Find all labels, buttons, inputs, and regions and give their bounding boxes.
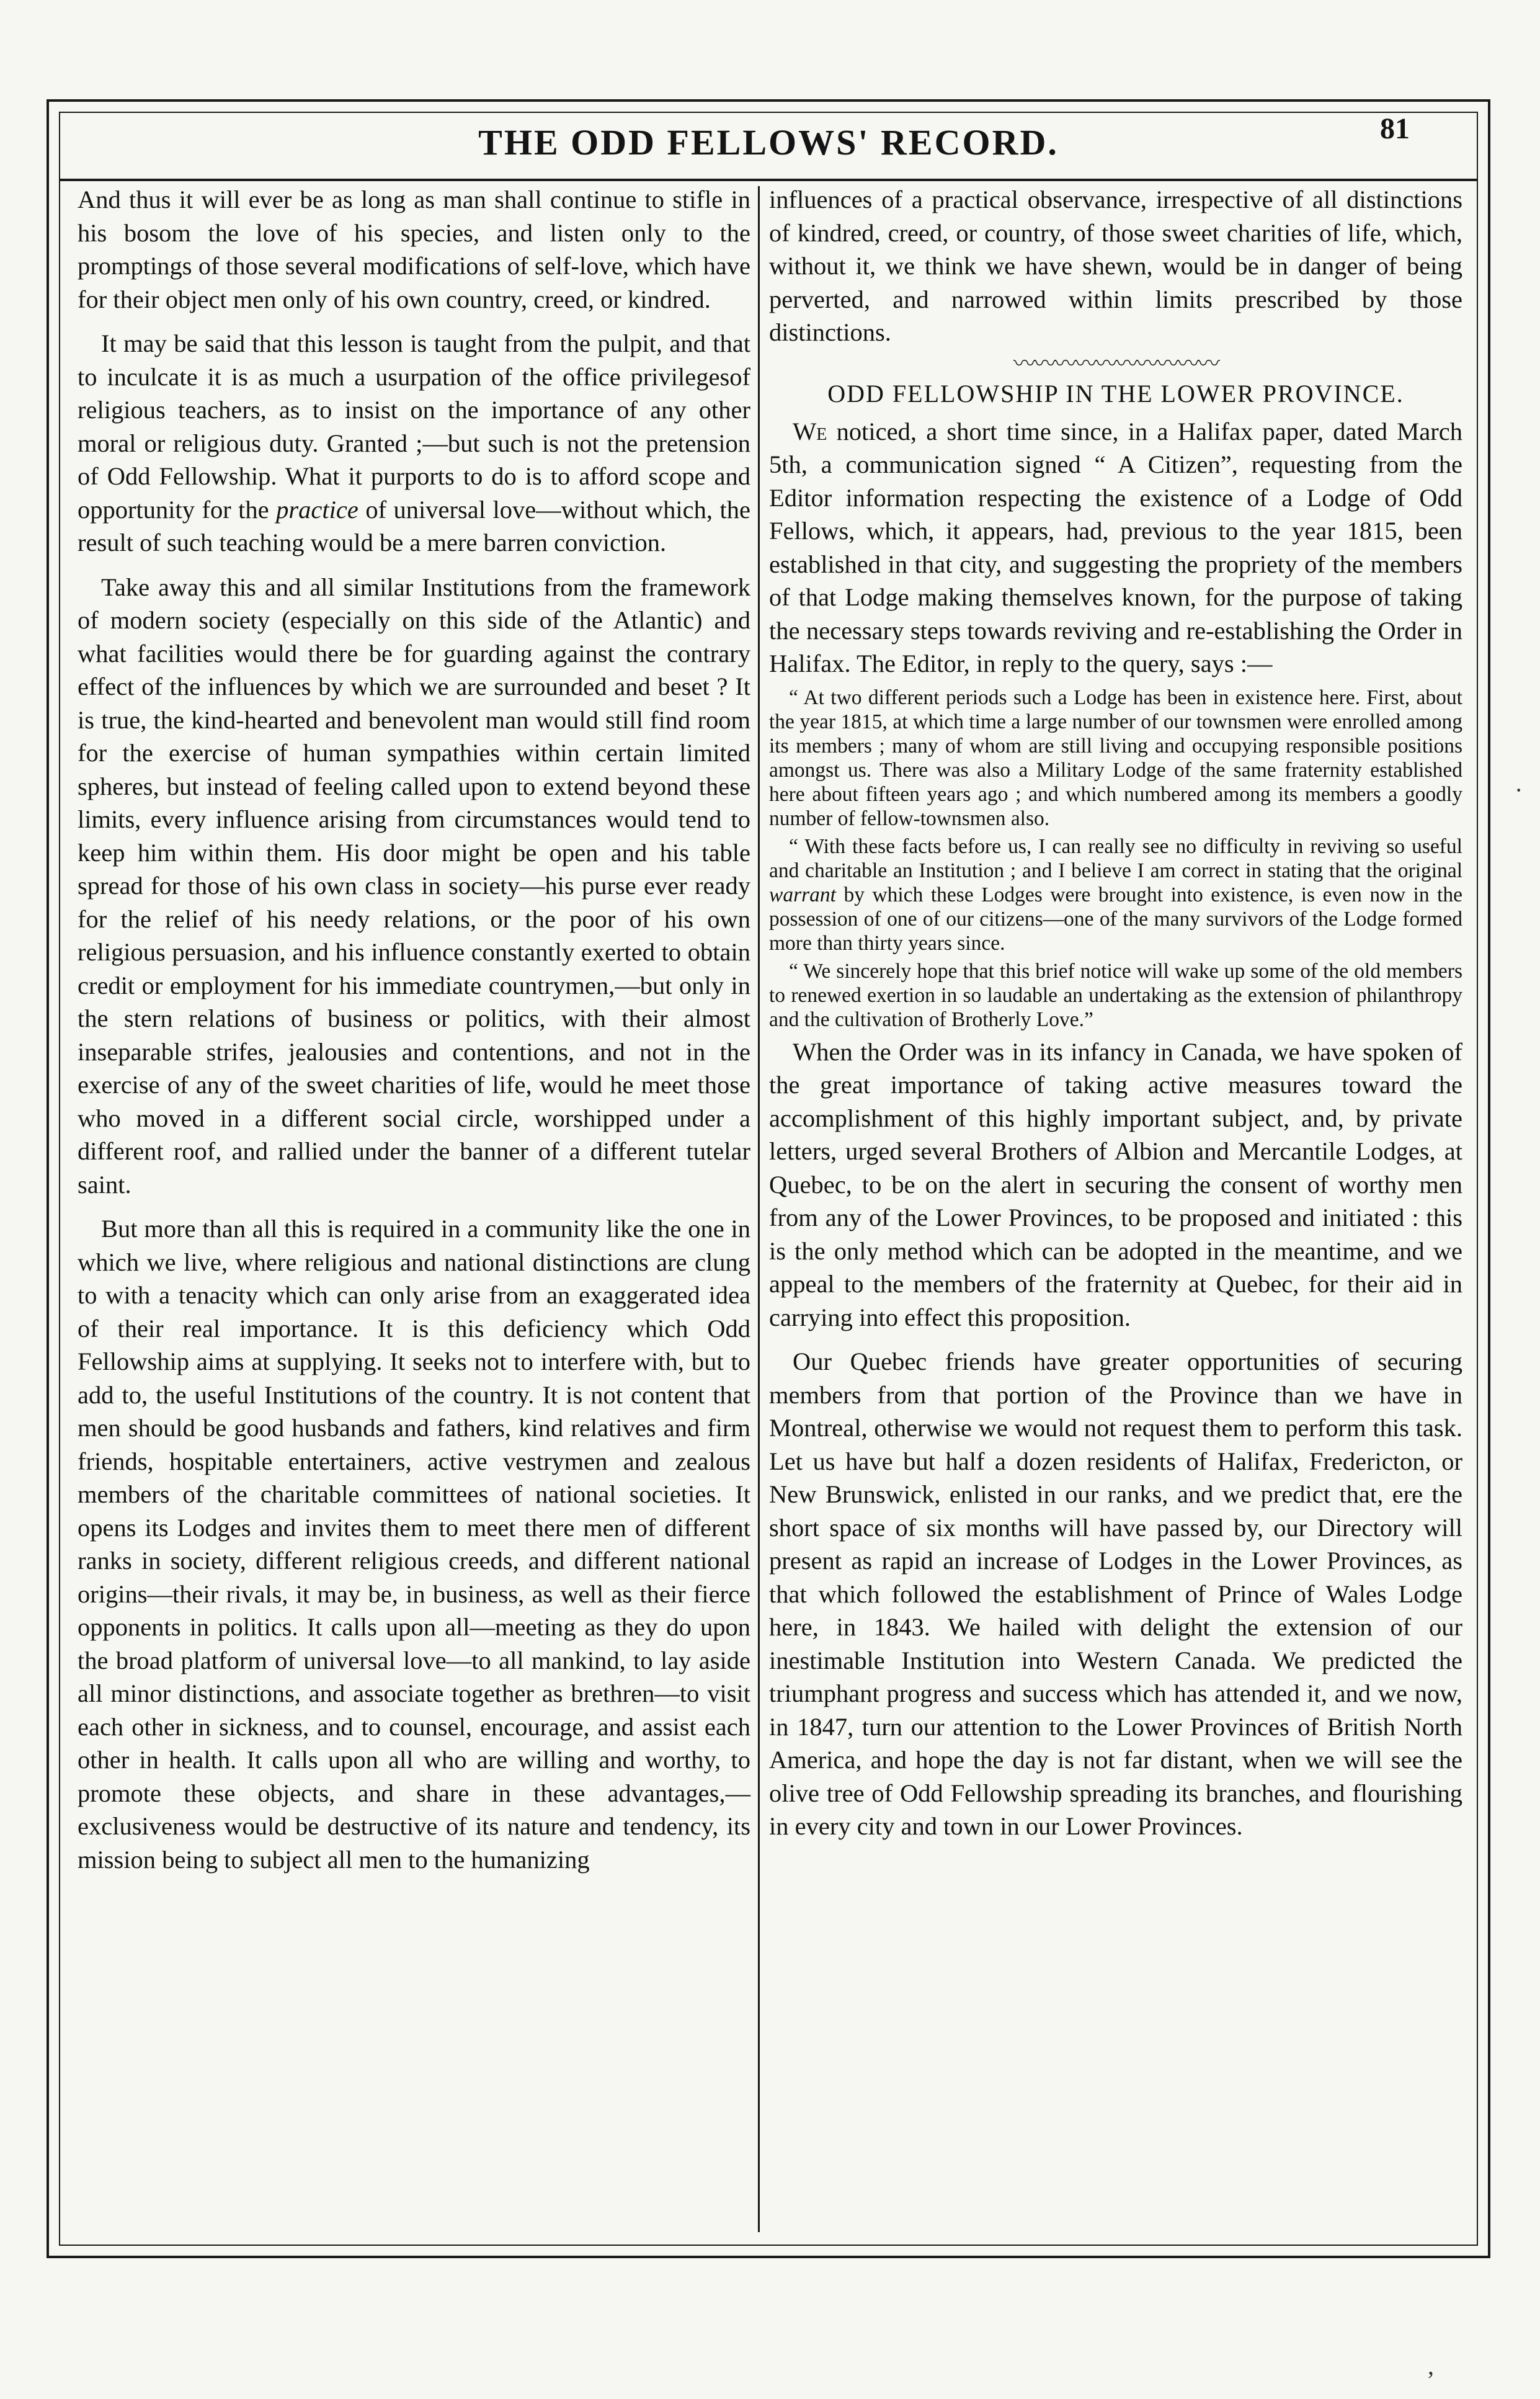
paragraph-institutions: Take away this and all similar Institutions from the framework of modern society (especially on this side of the Atlantic) and what facilities would there be for guarding against the contrary effect of the influences by which we are surrounded and beset ? It is true, the kind-hearted and benevolent man would still find room for the exercise of human sympathies within certain limited spheres, but instead of feeling called upon to extend beyond these limits, every influence arising from circumstances would tend to keep him within them. His door might be open and his table spread for those of his own class in society—his purse ever ready for the relief of his needy relations, or the poor of his own religious persuasion, and his influence constantly exerted to obtain credit or employment for his immediate countrymen,—but only in the stern relations of business or politics, with their almost inseparable strifes, jealousies and contentions, and not in the exercise of any of the sweet charities of life, would he meet those who moved in a different social circle, worshipped under a different roof, and rallied under the banner of a different tutelar saint. (78, 573, 750, 1199)
quote-paragraph-2 (769, 834, 1462, 955)
left-column (78, 183, 750, 1887)
editor-quotation (769, 686, 1462, 1032)
paragraph-continued-from-left: influences of a practical observance, irrespective of all distinctions of kindred, creed, or country, of those sweet charities of life, which, without it, we think we have shewn, would be in danger of being perverted, and narrowed within limits prescribed by those distinctions. (769, 185, 1462, 346)
quote-paragraph-3: “ We sincerely hope that this brief notice will wake up some of the old members to renewed exertion in so laudable an undertaking as the extension of philanthropy and the cultivation of Brotherly Love.” (769, 959, 1462, 1031)
emphasis-practice: practice (276, 495, 358, 524)
drop-lead-word: We (793, 417, 827, 445)
section-heading: ODD FELLOWSHIP IN THE LOWER PROVINCE. (827, 379, 1404, 408)
page-edge-mark: · (1515, 776, 1523, 804)
paragraph-community: But more than all this is required in a community like the one in which we live, where religious and national distinctions are clung to with a tenacity which can only arise from an exaggerated idea of their real importance. It is this deficiency which Odd Fellowship aims at supplying. It seeks not to interfere with, but to add to, the useful Institutions of the country. It is not content that men should be good husbands and fathers, kind relatives and firm friends, hospitable entertainers, active vestrymen and zealous members of the charitable committees of national societies. It opens its Lodges and invites them to meet there men of different ranks in society, different religious creeds, and different national origins—their rivals, it may be, in business, as well as their fierce opponents in politics. It calls upon all—meeting as they do upon the broad platform of universal love—to all mankind, to lay aside all minor distinctions, and associate together as brethren—to visit each other in sickness, and to counsel, encourage, and assist each other in health. It calls upon all who are willing and worthy, to promote these objects, and share in these advantages,—exclusiveness would be destructive of its nature and tendency, its mission being to subject all men to the humanizing (78, 1215, 750, 1874)
emphasis-warrant: warrant (769, 883, 836, 906)
quote-paragraph-2-text-2: by which these Lodges were brought into existence, is even now in the possession of one of our citizens—one of the many survivors of the Lodge formed more than thirty years since. (769, 883, 1462, 955)
quote-paragraph-2-text-1: “ With these facts before us, I can really see no difficulty in reviving so useful and charitable an Institution ; and I believe I am correct in stating that the original (769, 834, 1462, 882)
header-rule (59, 179, 1478, 181)
paragraph-canada: When the Order was in its infancy in Canada, we have spoken of the great importance of taking active measures toward the accomplishment of this highly important subject, and, by private letters, urged several Brothers of Albion and Mercantile Lodges, at Quebec, to be on the alert in securing the consent of worthy men from any of the Lower Provinces, to be proposed and initiated : this is the only method which can be adopted in the meantime, and we appeal to the members of the fraternity at Quebec, for their aid in carrying into effect this proposition. (769, 1037, 1462, 1331)
running-header-title: THE ODD FELLOWS' RECORD. (478, 122, 1059, 163)
paragraph-pulpit-text-2: of universal love—without which, the result of such teaching would be a mere barren conviction. (78, 495, 750, 556)
section-flourish: 〰〰〰〰〰〰〰〰〰〰 (1013, 351, 1218, 376)
paragraph-halifax-intro-text: noticed, a short time since, in a Halifax paper, dated March 5th, a communication signed “ A Citizen”, requesting from the Editor information respecting the existence of a Lodge of Odd Fellows, which, it appears, had, previous to the year 1815, been established in that city, and suggesting the propriety of the members of that Lodge making themselves known, for the purpose of taking the necessary steps towards reviving and re-establishing the Order in Halifax. The Editor, in reply to the query, says :— (769, 417, 1462, 677)
paragraph-pulpit-text-1: It may be said that this lesson is taught from the pulpit, and that to inculcate it is as much a usurpation of the office privilegesof religious teachers, as to insist on the importance of any other moral or religious duty. Granted ;—but such is not the pretension of Odd Fellowship. What it purports to do is to afford scope and opportunity for the (78, 329, 750, 524)
paragraph-continuation: And thus it will ever be as long as man shall continue to stifle in his bosom the love of his species, and listen only to the promptings of those several modifications of self-love, which have for their object men only of his own country, creed, or kindred. (78, 185, 750, 313)
page-number: 81 (1380, 112, 1410, 145)
paragraph-halifax-intro (769, 415, 1462, 681)
page-corner-mark: ‚ (1427, 2352, 1435, 2380)
column-divider (758, 186, 760, 2232)
paragraph-pulpit (78, 327, 750, 560)
right-column (769, 183, 1462, 1854)
quote-paragraph-1: “ At two different periods such a Lodge has been in existence here. First, about the year 1815, at which time a large number of our townsmen were enrolled among its members ; many of whom are still living and occupying responsible positions amongst us. There was also a Military Lodge of the same fraternity established here about fifteen years ago ; and which numbered among its members a goodly number of fellow-townsmen also. (769, 686, 1462, 830)
paragraph-quebec: Our Quebec friends have greater opportunities of securing members from that portion of the Province than we have in Montreal, otherwise we would not request them to perform this task. Let us have but half a dozen residents of Halifax, Fredericton, or New Brunswick, enlisted in our ranks, and we predict that, ere the short space of six months will have passed by, our Directory will present as rapid an increase of Lodges in the Lower Provinces, as that which followed the establishment of Prince of Wales Lodge here, in 1843. We hailed with delight the extension of our inestimable Institution into Western Canada. We predicted the triumphant progress and success which has attended it, and we now, in 1847, turn our attention to the Lower Provinces of British North America, and hope the day is not far distant, when we will see the olive tree of Odd Fellowship spreading its branches, and flourishing in every city and town in our Lower Provinces. (769, 1347, 1462, 1840)
